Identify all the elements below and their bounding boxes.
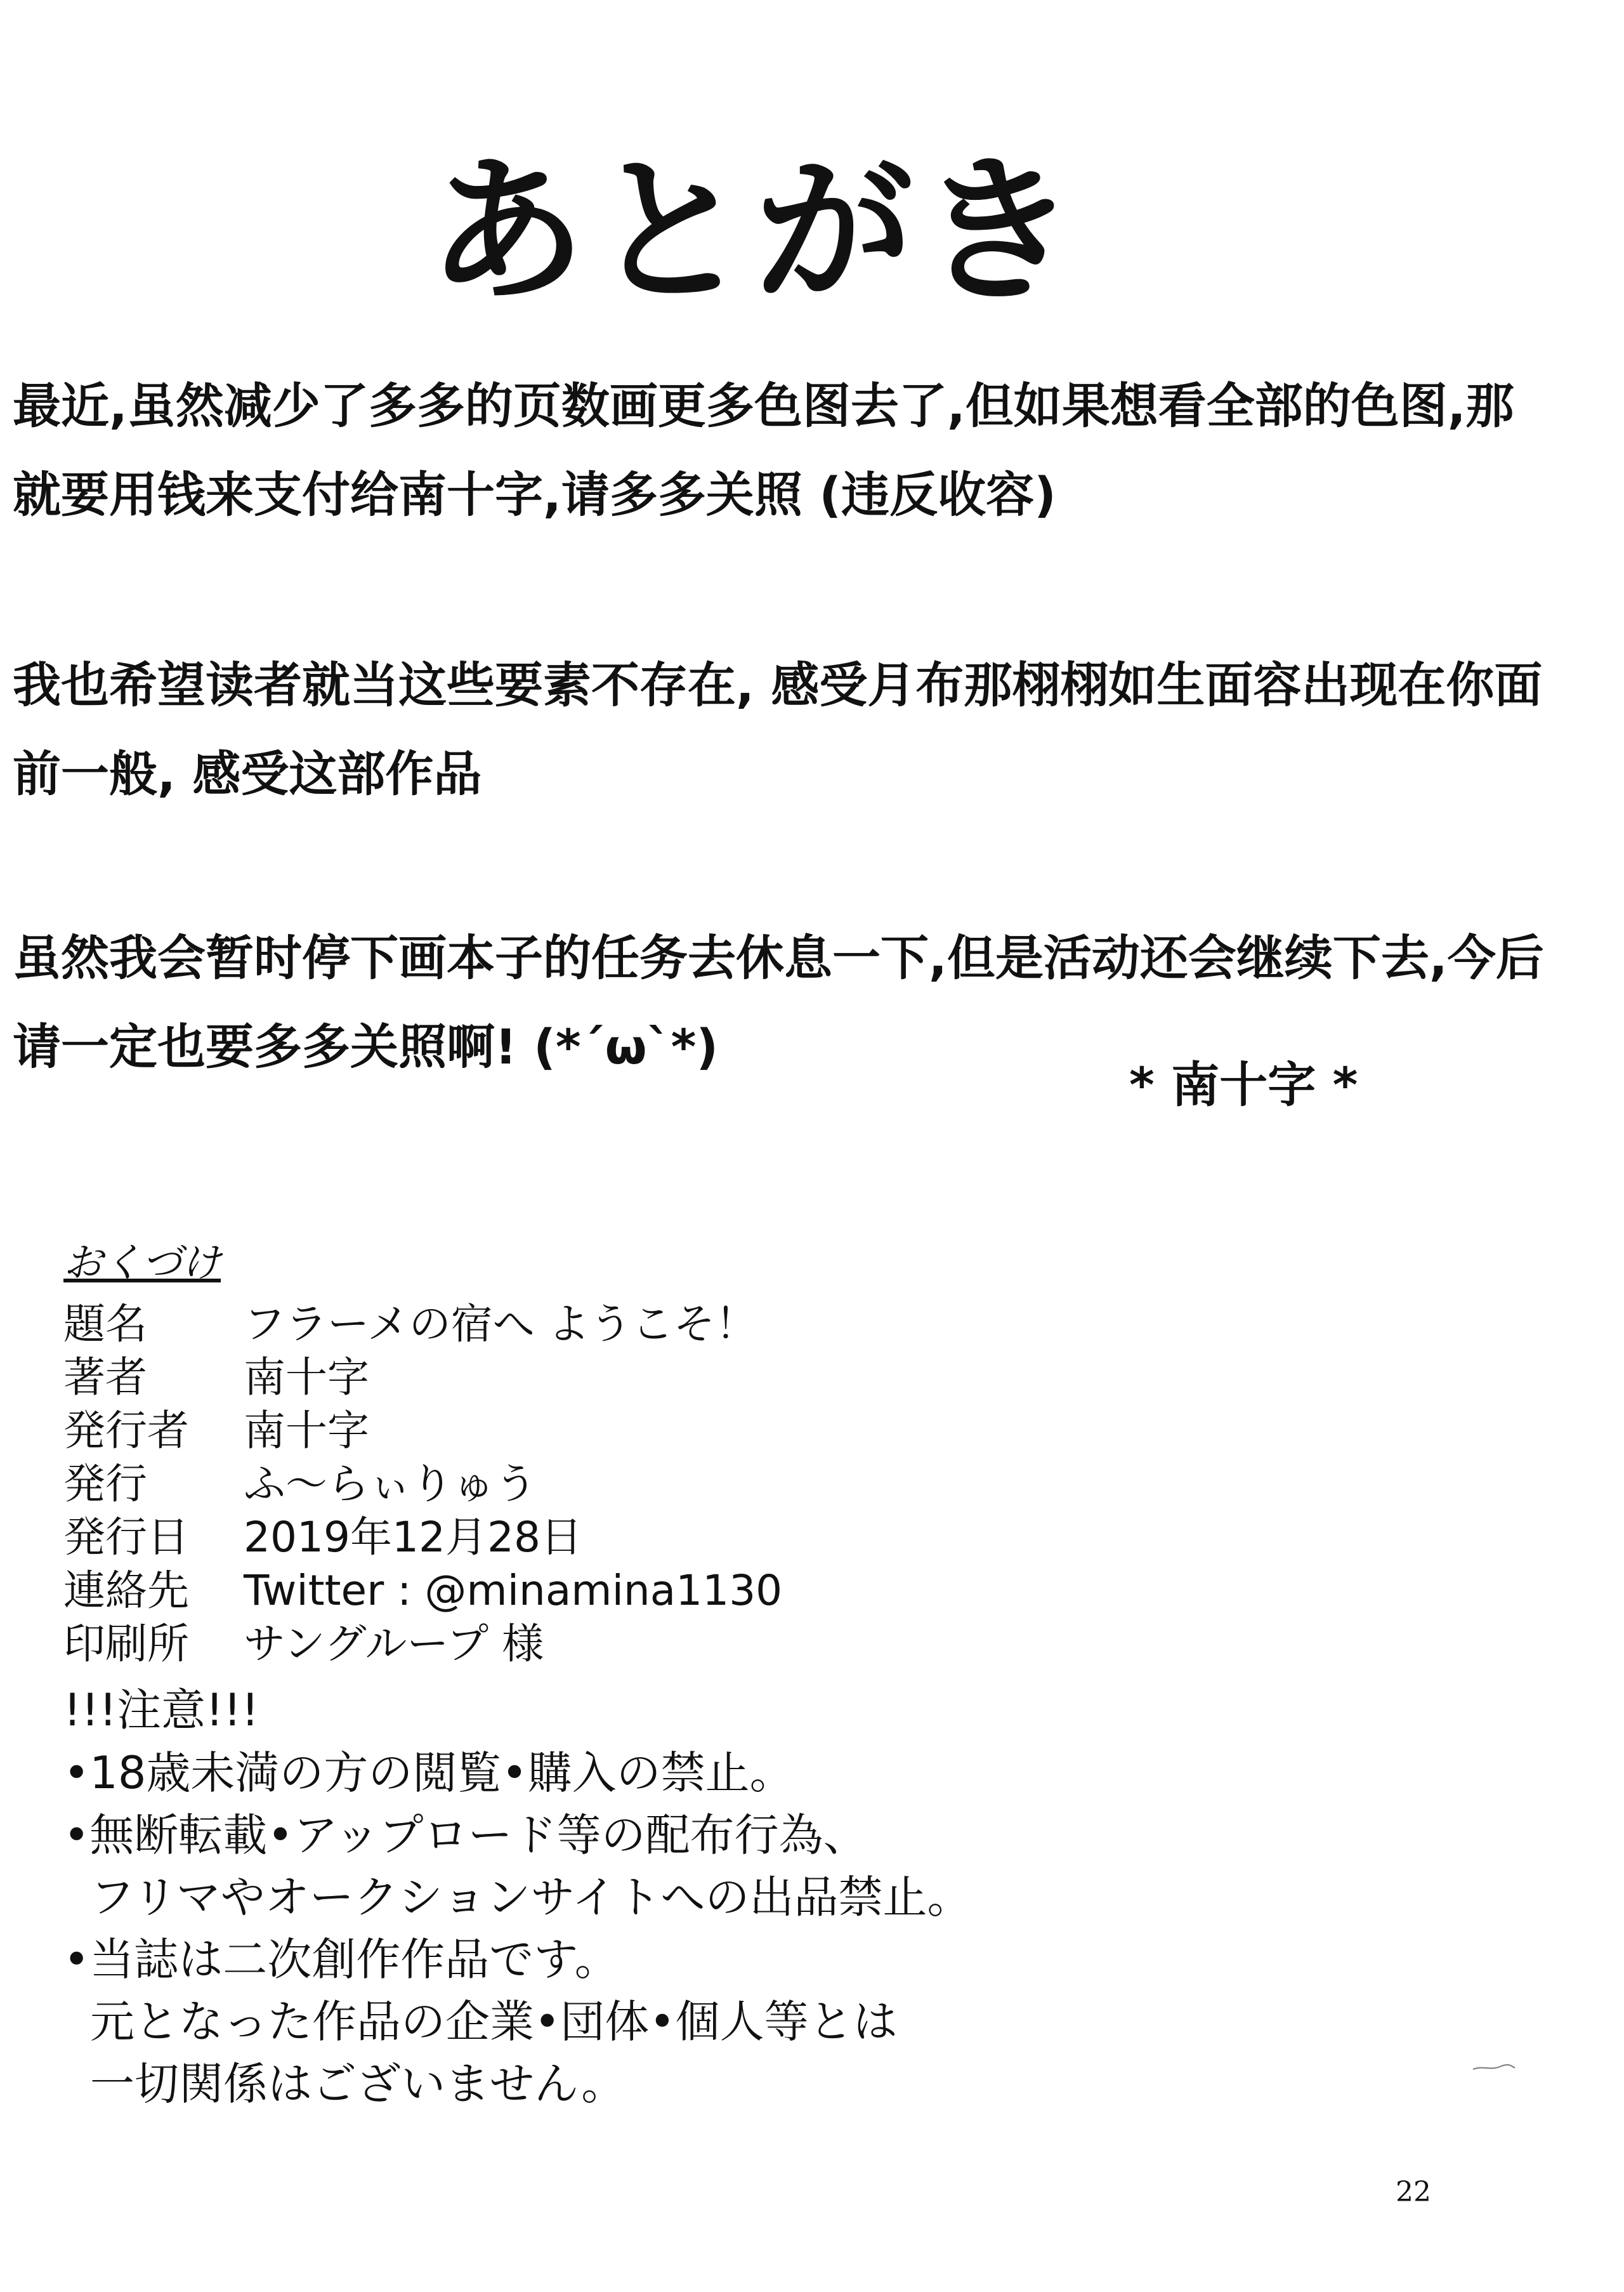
afterword-paragraph-2 [13, 641, 1611, 819]
colophon-value: Twitter : @minamina1130 [244, 1566, 783, 1615]
colophon-value: 2019年12月28日 [244, 1513, 582, 1562]
colophon-label: 発行 [63, 1459, 147, 1508]
paragraph-line: 我也希望读者就当这些要素不存在, 感受月布那栩栩如生面容出现在你面 [13, 657, 1543, 713]
author-signature: * 南十字 * [1129, 1057, 1358, 1113]
colophon-value: 南十字 [244, 1406, 369, 1455]
colophon-label: 題名 [63, 1300, 147, 1348]
paragraph-line: 虽然我会暂时停下画本子的任务去休息一下,但是活动还会继续下去,今后 [13, 930, 1544, 986]
colophon-row-author [63, 1351, 1015, 1404]
colophon-row-publisher [63, 1404, 1015, 1458]
colophon-label: 連絡先 [63, 1566, 189, 1615]
notice-line: •18歳未満の方の閲覧•購入の禁止。 [63, 1747, 794, 1799]
colophon-row-date [63, 1511, 1015, 1564]
page-number: 22 [1396, 2176, 1431, 2208]
colophon-row-title [63, 1298, 1015, 1351]
colophon-label: 著者 [63, 1353, 147, 1402]
colophon-label: 発行日 [63, 1513, 189, 1562]
afterword-title: あとがき [428, 139, 1082, 324]
colophon-value: ふ〜らぃりゅう [244, 1459, 537, 1508]
notice-heading: !!!注意!!! [63, 1684, 259, 1736]
notice-line: •当誌は二次創作作品です。 [63, 1933, 619, 1986]
afterword-paragraph-3 [13, 914, 1611, 1091]
notice-line: 一切関係はございません。 [90, 2058, 626, 2110]
colophon-row-printer [63, 1617, 1015, 1671]
afterword-paragraph-1 [13, 362, 1611, 539]
notice-line: •無断転載•アップロード等の配布行為、 [63, 1809, 868, 1861]
colophon-value: サングループ 様 [244, 1619, 544, 1668]
colophon-value: フラーメの宿へ ようこそ！ [244, 1300, 757, 1348]
colophon-heading: おくづけ [63, 1239, 221, 1286]
paragraph-line: 就要用钱来支付给南十字,请多多关照 (违反收容) [13, 466, 1056, 523]
paragraph-line: 最近,虽然减少了多多的页数画更多色图去了,但如果想看全部的色图,那 [13, 378, 1514, 434]
colophon-value: 南十字 [244, 1353, 369, 1402]
colophon-label: 印刷所 [63, 1619, 189, 1668]
pencil-scribble-icon [1472, 2059, 1516, 2074]
colophon-row-circle [63, 1458, 1015, 1511]
colophon-label: 発行者 [63, 1406, 189, 1455]
notice-line: フリマやオークションサイトへの出品禁止。 [90, 1871, 972, 1923]
colophon-row-contact [63, 1564, 1015, 1617]
notice-list [63, 1742, 1205, 2115]
notice-line: 元となった作品の企業•団体•個人等とは [90, 1996, 898, 2048]
colophon-table [63, 1298, 1015, 1671]
paragraph-line: 前一般, 感受这部作品 [13, 746, 482, 802]
paragraph-line: 请一定也要多多关照啊! (*´ω`*) [13, 1018, 719, 1075]
